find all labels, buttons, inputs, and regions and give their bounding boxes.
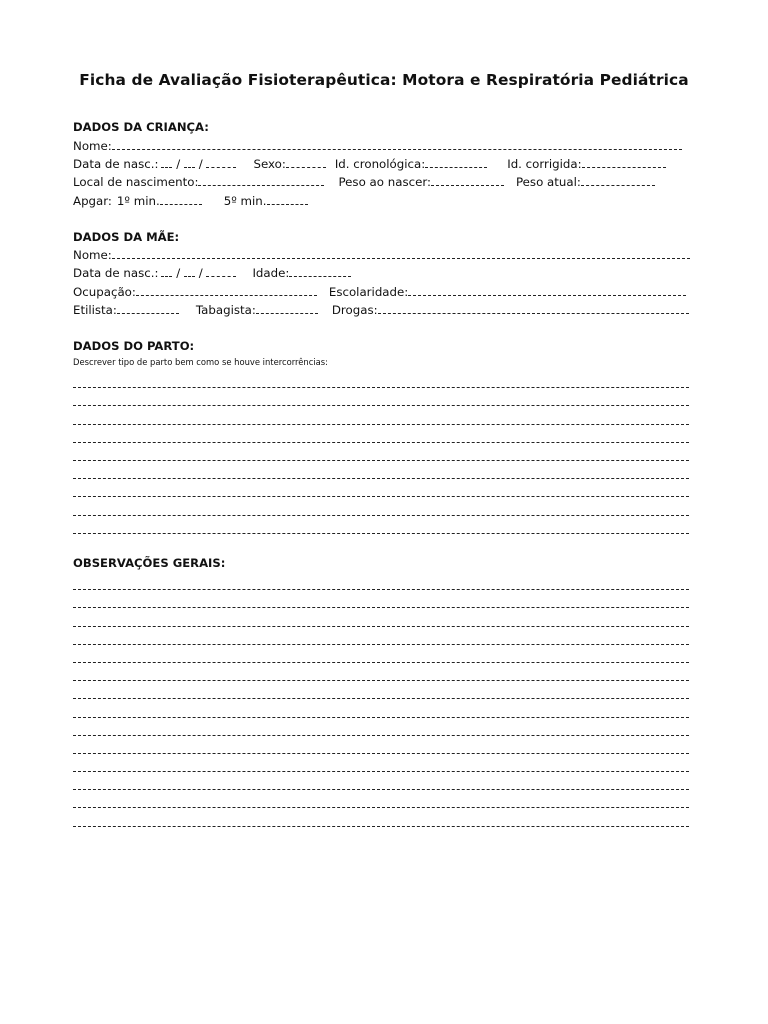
writing-line[interactable] bbox=[73, 593, 689, 611]
writing-line[interactable] bbox=[73, 757, 689, 775]
alcohol-field[interactable] bbox=[117, 303, 179, 314]
alcohol-label: Etilista: bbox=[73, 303, 117, 317]
writing-line[interactable] bbox=[73, 446, 689, 464]
child-apgar-row bbox=[73, 193, 308, 209]
observation-lines[interactable] bbox=[73, 575, 689, 830]
child-chrono-age-label: Id. cronológica: bbox=[334, 157, 426, 171]
child-birth-month-field[interactable] bbox=[184, 157, 195, 168]
mother-birth-row: Data de nasc.: / / Idade: bbox=[73, 265, 351, 281]
smoker-label: Tabagista: bbox=[195, 303, 256, 317]
child-corrected-age-field[interactable] bbox=[582, 157, 666, 168]
mother-birth-year-field[interactable] bbox=[206, 266, 236, 277]
writing-line[interactable] bbox=[73, 702, 689, 720]
child-current-weight-field[interactable] bbox=[581, 175, 655, 186]
writing-line[interactable] bbox=[73, 793, 689, 811]
writing-line[interactable] bbox=[73, 684, 689, 702]
mother-birth-day-field[interactable] bbox=[161, 266, 172, 277]
apgar-label: Apgar: bbox=[73, 194, 112, 208]
child-birth-weight-label: Peso ao nascer: bbox=[338, 175, 431, 189]
writing-line[interactable] bbox=[73, 464, 689, 482]
writing-line[interactable] bbox=[73, 482, 689, 500]
child-sex-field[interactable] bbox=[286, 157, 326, 168]
child-name-label: Nome: bbox=[73, 139, 112, 153]
mother-name-field[interactable] bbox=[112, 248, 690, 259]
mother-birth-month-field[interactable] bbox=[184, 266, 195, 277]
writing-line[interactable] bbox=[73, 409, 689, 427]
writing-line[interactable] bbox=[73, 630, 689, 648]
mother-schooling-field[interactable] bbox=[408, 285, 686, 296]
writing-line[interactable] bbox=[73, 811, 689, 829]
mother-birthdate-label: Data de nasc.: bbox=[73, 266, 159, 280]
writing-line[interactable] bbox=[73, 666, 689, 684]
smoker-field[interactable] bbox=[256, 303, 318, 314]
mother-schooling-label: Escolaridade: bbox=[328, 285, 409, 299]
child-weight-row bbox=[73, 174, 655, 190]
drugs-field[interactable] bbox=[378, 303, 689, 314]
child-name-field[interactable] bbox=[112, 139, 682, 150]
child-name-row bbox=[73, 138, 682, 154]
observations-section-heading: OBSERVAÇÕES GERAIS: bbox=[73, 556, 226, 570]
mother-section-heading: DADOS DA MÃE: bbox=[73, 230, 180, 244]
child-corrected-age-label: Id. corrigida: bbox=[507, 157, 582, 171]
mother-occupation-row bbox=[73, 284, 686, 300]
child-birth-day-field[interactable] bbox=[161, 157, 172, 168]
mother-age-label: Idade: bbox=[252, 266, 290, 280]
child-sex-label: Sexo: bbox=[253, 157, 286, 171]
child-birthdate-label: Data de nasc.: bbox=[73, 157, 159, 171]
writing-line[interactable] bbox=[73, 500, 689, 518]
writing-line[interactable] bbox=[73, 391, 689, 409]
child-birth-weight-field[interactable] bbox=[431, 175, 504, 186]
child-section-heading: DADOS DA CRIANÇA: bbox=[73, 120, 209, 134]
writing-line[interactable] bbox=[73, 519, 689, 537]
mother-habits-row bbox=[73, 302, 689, 318]
writing-line[interactable] bbox=[73, 575, 689, 593]
birth-section-heading: DADOS DO PARTO: bbox=[73, 339, 195, 353]
writing-line[interactable] bbox=[73, 775, 689, 793]
drugs-label: Drogas: bbox=[331, 303, 378, 317]
child-current-weight-label: Peso atual: bbox=[515, 175, 581, 189]
apgar-1min-label: 1º min. bbox=[116, 194, 160, 208]
child-birthplace-label: Local de nascimento: bbox=[73, 175, 199, 189]
writing-line[interactable] bbox=[73, 428, 689, 446]
child-chrono-age-field[interactable] bbox=[425, 157, 487, 168]
form-title: Ficha de Avaliação Fisioterapêutica: Motora e Respiratória Pediátrica bbox=[79, 71, 689, 89]
child-birthplace-field[interactable] bbox=[198, 175, 324, 186]
birth-description-lines[interactable] bbox=[73, 373, 689, 537]
writing-line[interactable] bbox=[73, 611, 689, 629]
apgar-5min-field[interactable] bbox=[267, 194, 308, 205]
writing-line[interactable] bbox=[73, 373, 689, 391]
child-birth-row: Data de nasc.: / / Sexo: Id. cronológica: Id. corrigida: bbox=[73, 156, 666, 172]
apgar-5min-label: 5º min. bbox=[223, 194, 267, 208]
mother-occupation-label: Ocupação: bbox=[73, 285, 136, 299]
mother-occupation-field[interactable] bbox=[136, 285, 317, 296]
child-birth-year-field[interactable] bbox=[206, 157, 236, 168]
writing-line[interactable] bbox=[73, 648, 689, 666]
mother-age-field[interactable] bbox=[289, 266, 351, 277]
birth-instruction: Descrever tipo de parto bem como se houve intercorrências: bbox=[73, 357, 328, 367]
writing-line[interactable] bbox=[73, 721, 689, 739]
writing-line[interactable] bbox=[73, 739, 689, 757]
apgar-1min-field[interactable] bbox=[160, 194, 202, 205]
mother-name-row bbox=[73, 247, 690, 263]
mother-name-label: Nome: bbox=[73, 248, 112, 262]
